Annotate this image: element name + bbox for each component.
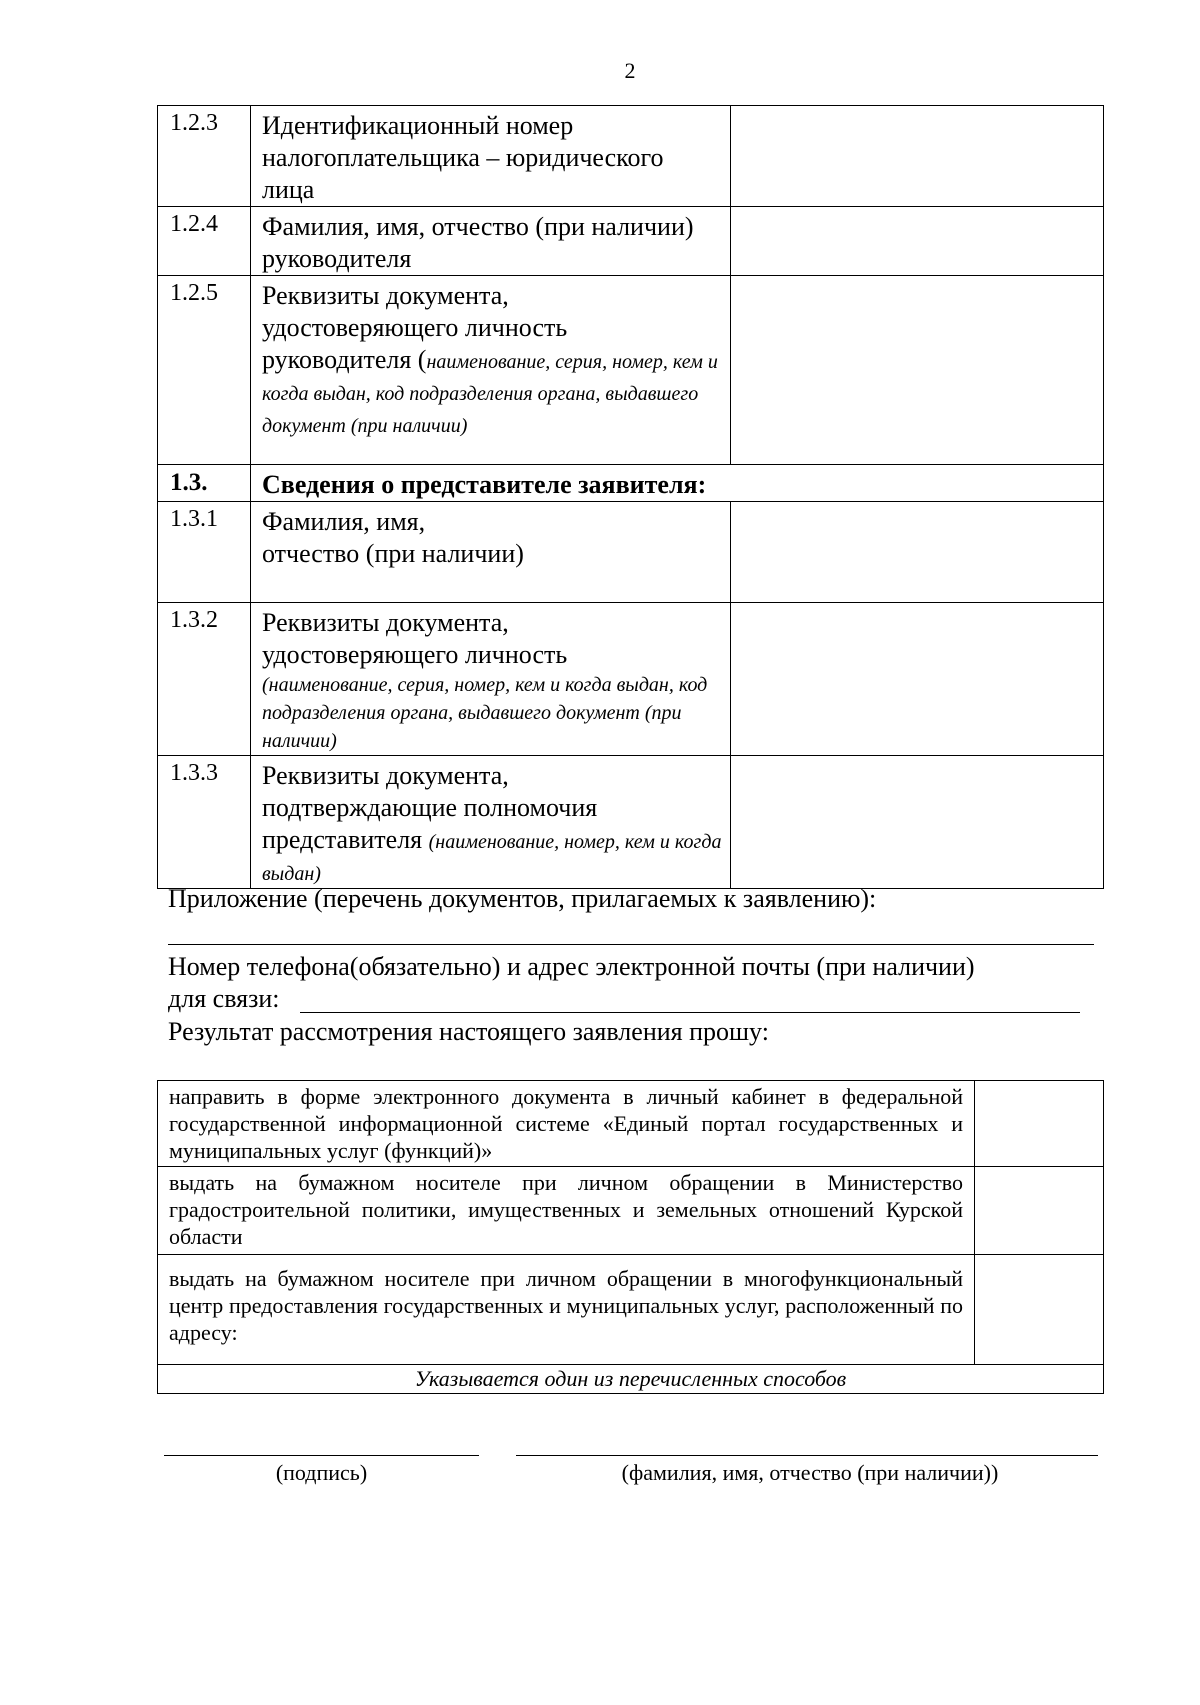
- row-label: [251, 756, 731, 889]
- label-line: Реквизиты документа,: [262, 608, 509, 637]
- label-line: подтверждающие полномочия: [262, 793, 598, 822]
- attachment-input-line[interactable]: [168, 944, 1094, 945]
- table-row: [158, 106, 1104, 207]
- row-number: 1.2.4: [158, 207, 251, 276]
- value-cell[interactable]: [731, 207, 1104, 276]
- label-line: отчество (при наличии): [262, 539, 524, 568]
- signature-line[interactable]: [164, 1455, 479, 1456]
- methods-hint: Указывается один из перечисленных способов: [158, 1365, 1104, 1394]
- table-row: [158, 276, 1104, 465]
- label-line: Реквизиты документа,: [262, 281, 509, 310]
- phone-label-cont: для связи:: [168, 984, 280, 1013]
- label-line: Фамилия, имя,: [262, 507, 426, 536]
- section-number: 1.3.: [158, 465, 251, 502]
- method-option-label: выдать на бумажном носителе при личном обращении в Министерство градостроительной политики, имущественных и земельных отношений Курской области: [158, 1167, 975, 1255]
- method-checkbox-cell[interactable]: [975, 1081, 1104, 1167]
- table-row: [158, 756, 1104, 889]
- value-cell[interactable]: [731, 502, 1104, 603]
- section-row: [158, 465, 1104, 502]
- phone-label: Номер телефона(обязательно) и адрес электронной почты (при наличии): [168, 952, 975, 981]
- method-option-label: направить в форме электронного документа в личный кабинет в федеральной государственной информационной системе «Единый портал государственных и муниципальных услуг (функций)»: [158, 1081, 975, 1167]
- applicant-details-table: [157, 105, 1104, 889]
- attachment-label: Приложение (перечень документов, прилагаемых к заявлению):: [168, 884, 877, 913]
- row-number: 1.2.3: [158, 106, 251, 207]
- value-cell[interactable]: [731, 756, 1104, 889]
- label-line: удостоверяющего личность: [262, 640, 568, 669]
- full-name-caption: (фамилия, имя, отчество (при наличии)): [621, 1460, 999, 1485]
- value-cell[interactable]: [731, 276, 1104, 465]
- row-label: [251, 502, 731, 603]
- row-number: 1.3.1: [158, 502, 251, 603]
- row-label: [251, 276, 731, 465]
- phone-input-line[interactable]: [300, 1012, 1080, 1013]
- method-row: [158, 1255, 1104, 1365]
- label-note: наименование, серия, номер, кем и когда выдан, код подразделения органа, выдавшего документ (при наличии): [262, 351, 718, 437]
- hint-row: [158, 1365, 1104, 1394]
- row-number: 1.3.2: [158, 603, 251, 756]
- value-cell[interactable]: [731, 106, 1104, 207]
- method-option-label: выдать на бумажном носителе при личном обращении в многофункциональный центр предоставления государственных и муниципальных услуг, расположенный по адресу:: [158, 1255, 975, 1365]
- section-title: Сведения о представителе заявителя:: [251, 465, 1104, 502]
- row-label: Идентификационный номер налогоплательщика – юридического лица: [251, 106, 731, 207]
- row-label: Фамилия, имя, отчество (при наличии) руководителя: [251, 207, 731, 276]
- row-number: 1.3.3: [158, 756, 251, 889]
- table-row: [158, 207, 1104, 276]
- delivery-methods-table: [157, 1080, 1104, 1394]
- table-row: [158, 502, 1104, 603]
- row-number: 1.2.5: [158, 276, 251, 465]
- page-number: 2: [624, 58, 636, 83]
- method-row: [158, 1081, 1104, 1167]
- signature-caption: (подпись): [275, 1460, 368, 1485]
- label-line: представителя: [262, 825, 429, 854]
- label-line: руководителя (: [262, 345, 427, 374]
- label-note: (наименование, номер, кем и когда выдан): [262, 831, 722, 885]
- method-checkbox-cell[interactable]: [975, 1167, 1104, 1255]
- method-row: [158, 1167, 1104, 1255]
- full-name-line[interactable]: [516, 1455, 1098, 1456]
- table-row: [158, 603, 1104, 756]
- label-line: Реквизиты документа,: [262, 761, 509, 790]
- label-note: (наименование, серия, номер, кем и когда выдан, код подразделения органа, выдавшего документ (при наличии): [262, 674, 708, 752]
- label-line: удостоверяющего личность: [262, 313, 568, 342]
- row-label: [251, 603, 731, 756]
- result-label: Результат рассмотрения настоящего заявления прошу:: [168, 1017, 769, 1046]
- value-cell[interactable]: [731, 603, 1104, 756]
- method-checkbox-cell[interactable]: [975, 1255, 1104, 1365]
